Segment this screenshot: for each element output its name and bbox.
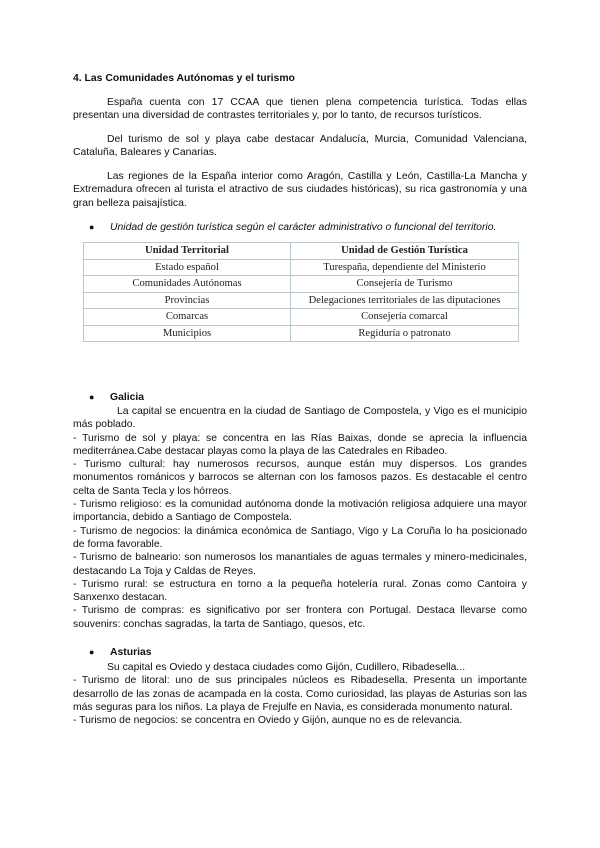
list-item: - Turismo de sol y playa: se concentra en las Rías Baixas, donde se aprecia la influencia mediterránea.Cabe destacar playas como la playa de las Catedrales en Ribadeo. — [73, 432, 527, 457]
table-cell: Delegaciones territoriales de las diputaciones — [291, 292, 519, 309]
table-cell: Estado español — [84, 259, 291, 276]
table-header-row — [84, 243, 519, 260]
sun-beach-paragraph: Del turismo de sol y playa cabe destacar Andalucía, Murcia, Comunidad Valenciana, Cataluña, Baleares y Canarias. — [73, 134, 527, 159]
table-cell: Turespaña, dependiente del Ministerio — [291, 259, 519, 276]
table-row — [84, 325, 519, 342]
table-header-cell: Unidad Territorial — [84, 243, 291, 260]
galicia-section — [73, 405, 527, 631]
bullet-icon: ● — [89, 392, 95, 402]
list-item: - Turismo de balneario: son numerosos los manantiales de aguas termales y minero-medicinales, destacando La Toja y Caldas de Reyes. — [73, 552, 527, 577]
list-item: - Turismo de negocios: la dinámica económica de Santiago, Vigo y La Coruña lo ha posicionado de forma favorable. — [73, 525, 527, 550]
list-item: - Turismo rural: se estructura en torno a la pequeña hotelería rural. Zonas como Cantoira y Sanxenxo destacan. — [73, 578, 527, 604]
management-units-table — [83, 242, 519, 342]
galicia-title: Galicia — [110, 392, 145, 403]
list-item: - Turismo de compras: es significativo por ser frontera con Portugal. Destaca llevarse como souvenirs: conchas sagradas, la tarta de Santiago, quesos, etc. — [73, 605, 527, 630]
table-cell: Comunidades Autónomas — [84, 276, 291, 293]
table-cell: Regiduría o patronato — [291, 325, 519, 342]
table-header-cell: Unidad de Gestión Turística — [291, 243, 519, 260]
list-item: - Turismo de negocios: se concentra en Oviedo y Gijón, aunque no es de relevancia. — [73, 715, 463, 727]
table-cell: Municipios — [84, 325, 291, 342]
table-row — [84, 259, 519, 276]
table-cell: Comarcas — [84, 309, 291, 326]
list-item: - Turismo religioso: es la comunidad autónoma donde la motivación religiosa adquiere una mayor importancia, debido a Santiago de Compostela. — [73, 499, 527, 524]
table-cell: Provincias — [84, 292, 291, 309]
table-cell: Consejería de Turismo — [291, 276, 519, 293]
interior-paragraph: Las regiones de la España interior como Aragón, Castilla y León, Castilla-La Mancha y Extremadura ofrecen al turista el atractivo de sus ciudades históricas), su rica gastronomía y una gran belleza paisajística. — [73, 171, 527, 209]
table-caption: Unidad de gestión turística según el carácter administrativo o funcional del territorio. — [110, 222, 497, 233]
table-row — [84, 276, 519, 293]
table-cell: Consejería comarcal — [291, 309, 519, 326]
asturias-intro: Su capital es Oviedo y destaca ciudades como Gijón, Cudillero, Ribadesella... — [107, 662, 466, 673]
asturias-title: Asturias — [110, 647, 152, 658]
bullet-icon: ● — [89, 647, 95, 657]
asturias-section — [73, 661, 527, 727]
bullet-icon: ● — [89, 222, 95, 232]
list-item: - Turismo cultural: hay numerosos recursos, aunque están muy dispersos. Los grandes monumentos románicos y barrocos se alternan con los famosos pazos. Es destacable el centro celta de Santa Tecla y los hórreos. — [73, 459, 527, 497]
list-item: - Turismo de litoral: uno de sus principales núcleos es Ribadesella. Presenta un importante desarrollo de las zonas de acampada en la costa. Como curiosidad, las playas de Asturias son las más seguras para los niños. La playa de Frejulfe en Navia, es considerada monumento natural. — [73, 675, 527, 713]
intro-paragraph: España cuenta con 17 CCAA que tienen plena competencia turística. Todas ellas presentan una diversidad de contrastes territoriales y, por lo tanto, de recursos turísticos. — [73, 97, 527, 122]
galicia-intro: La capital se encuentra en la ciudad de Santiago de Compostela, y Vigo es el municipio más poblado. — [73, 406, 527, 431]
table-row — [84, 292, 519, 309]
table-row — [84, 309, 519, 326]
section-heading: 4. Las Comunidades Autónomas y el turismo — [73, 73, 295, 84]
